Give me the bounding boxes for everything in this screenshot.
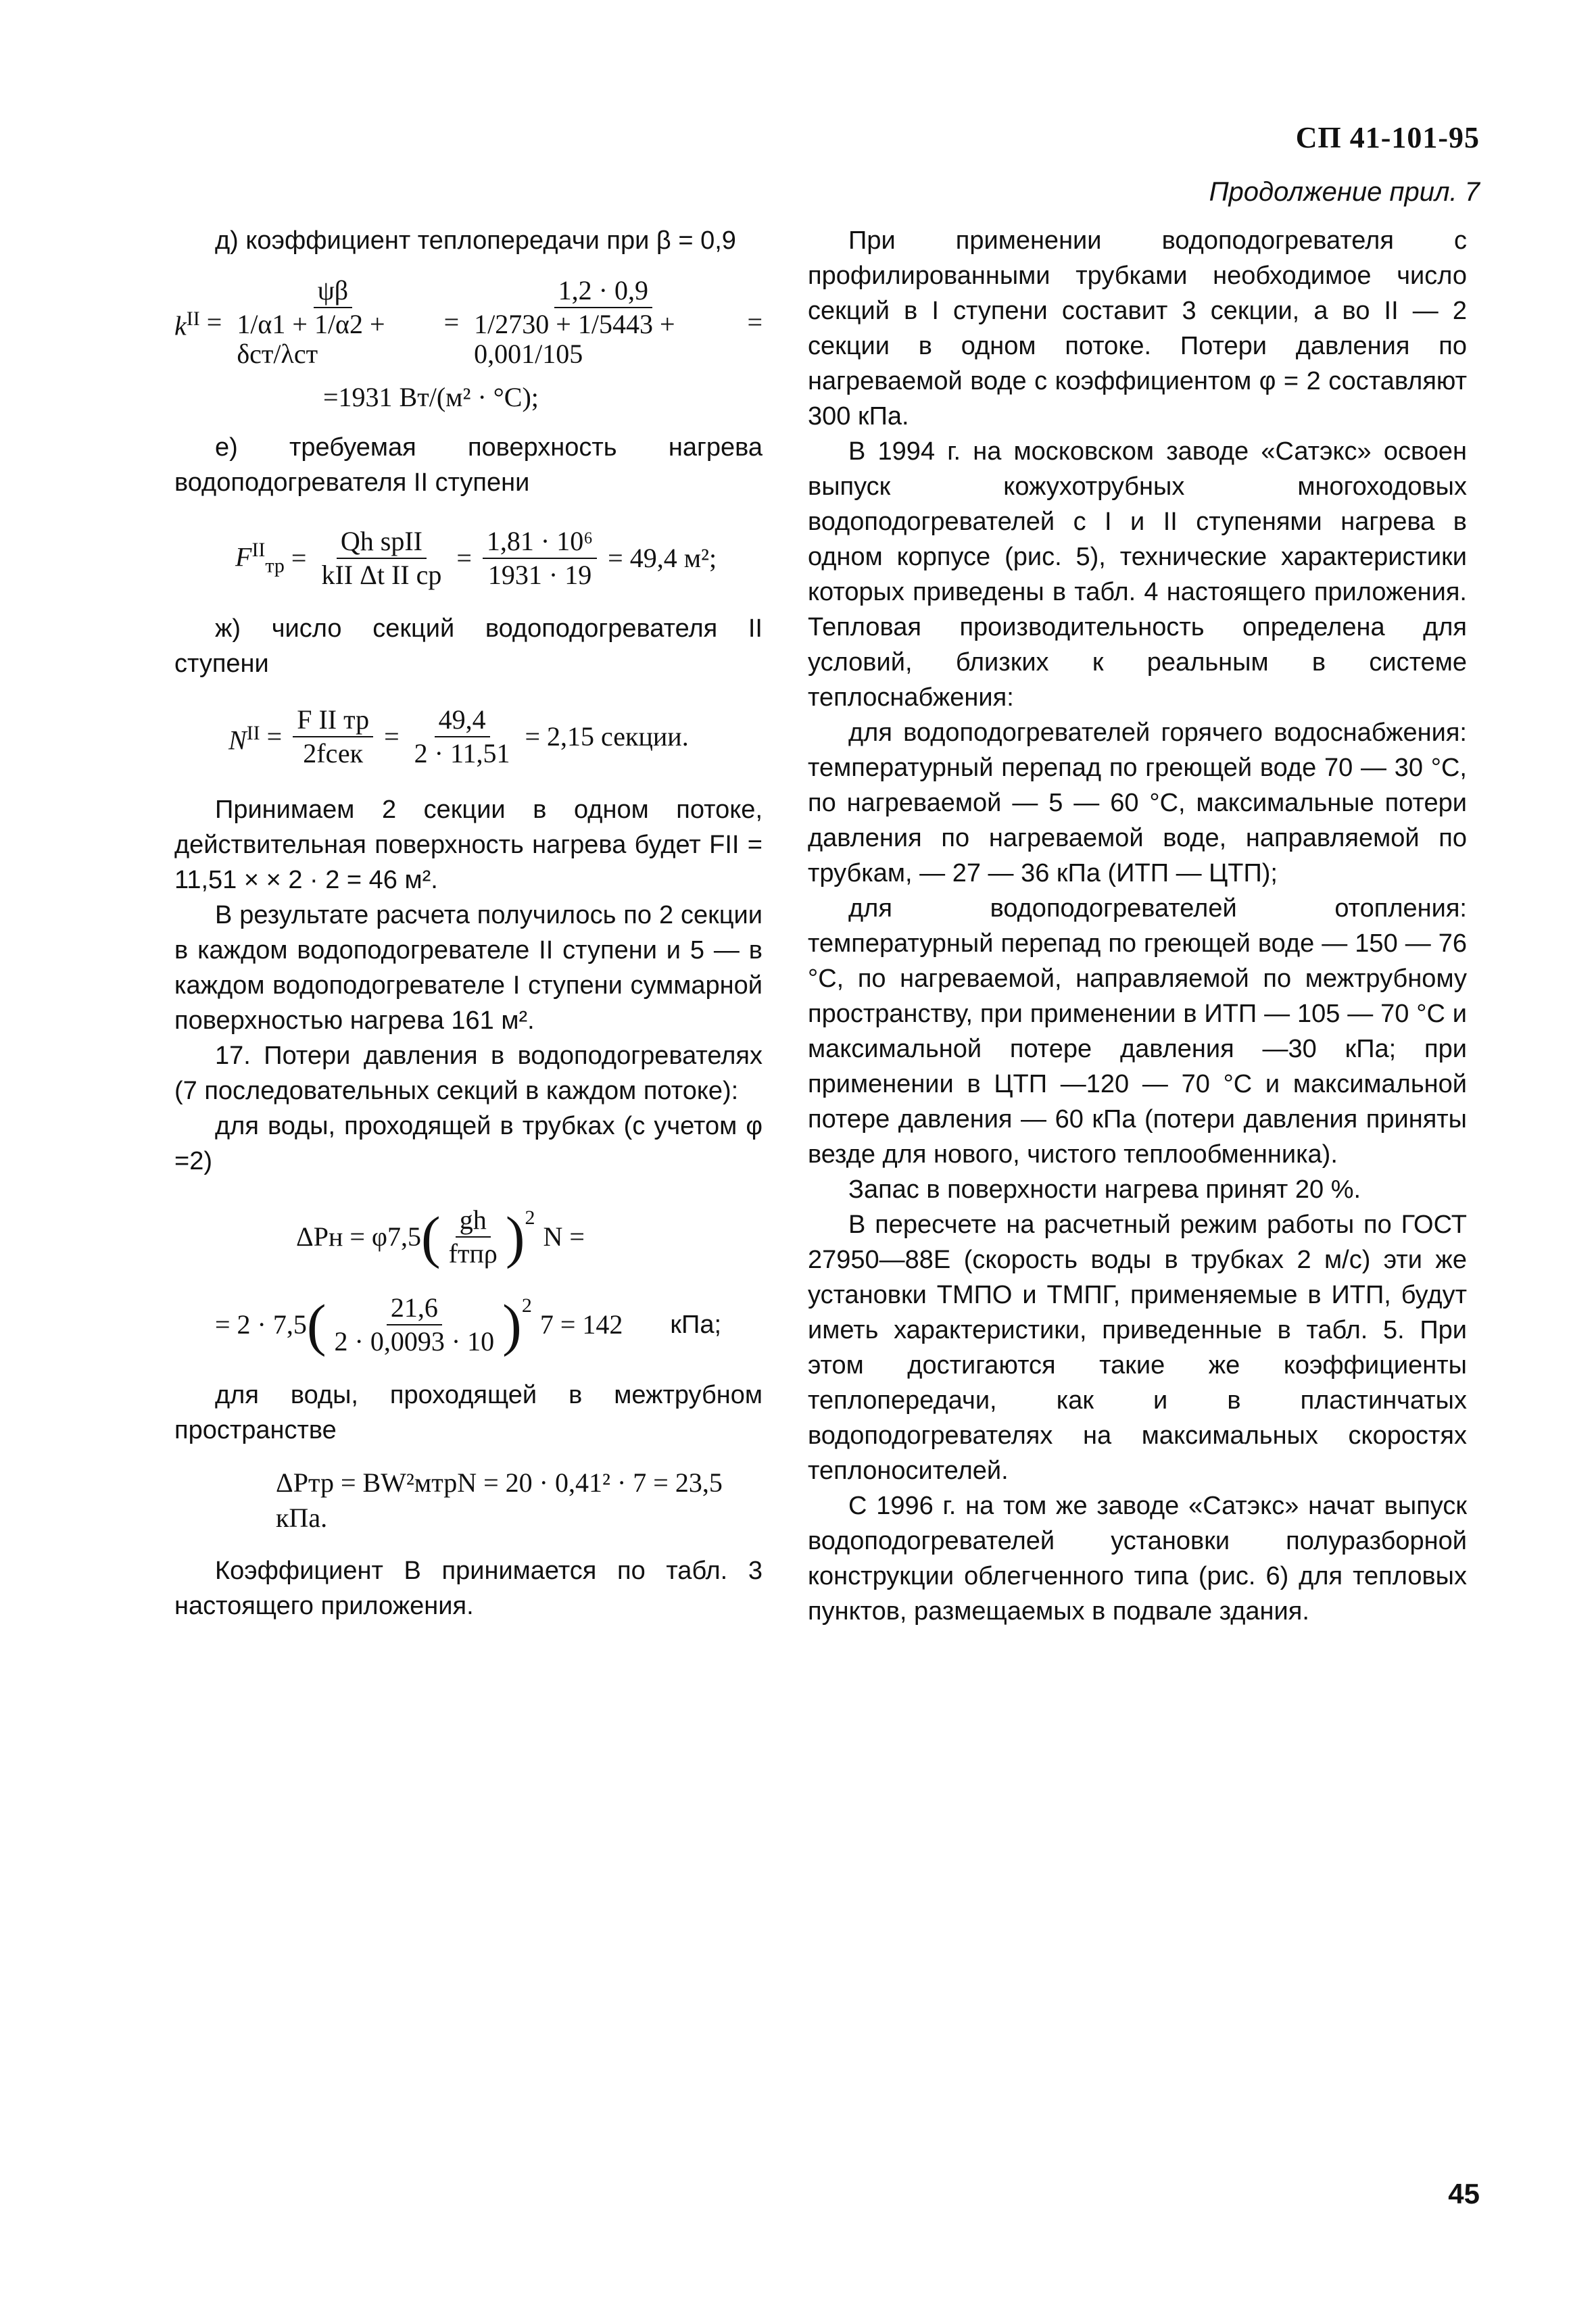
formula-f-fraction-2: [483, 527, 597, 590]
formula-dpn-2-paren-close: ): [502, 1292, 522, 1357]
formula-n-f2-num: 49,4: [435, 705, 490, 737]
formula-n-f1-den: 2fсек: [303, 738, 364, 769]
formula-k-result: =1931 Вт/(м² · °С);: [323, 382, 539, 412]
formula-k-fraction-2: [470, 276, 736, 369]
formula-f-result: = 49,4 м²;: [608, 543, 717, 573]
formula-k-fraction-1: [233, 276, 433, 369]
document-code: СП 41-101-95: [1295, 121, 1480, 154]
formula-k-eq2: =: [443, 307, 460, 337]
continuation-note: Продолжение прил. 7: [1209, 177, 1480, 207]
paragraph-right-6: В пересчете на расчетный режим работы по ГОСТ 27950—88Е (скорость воды в трубках 2 м/с) эти же установки ТМПО и ТМПГ, применяемые в ИТП, будут иметь характеристики, приведенные в табл. 5. При этом достигаются такие же коэффициенты теплопередачи, как и в пластинчатых водоподогревателях на максимальных скоростях теплоносителей.: [808, 1211, 1467, 1485]
formula-dpn-2-tail: 7 = 142: [539, 1309, 623, 1340]
paragraph-water-tubes: для воды, проходящей в трубках (с учетом φ =2): [174, 1112, 763, 1175]
formula-dpn-2-num: 21,6: [387, 1293, 442, 1325]
formula-n-f2-den: 2 · 11,51: [414, 738, 510, 769]
formula-k-eq3: =: [747, 307, 763, 337]
paragraph-right-1: При применении водоподогревателя с профилированными трубками необходимое число секций в I ступени составит 3 секции, а во II — 2 секции в одном потоке. Потери давления по нагреваемой воде с коэффициентом φ = 2 составляют 300 кПа.: [808, 226, 1467, 431]
paragraph-water-intertube: для воды, проходящей в межтрубном пространстве: [174, 1381, 763, 1444]
formula-k: [174, 275, 763, 369]
formula-n-eq2: =: [384, 721, 400, 752]
formula-k-f1-num: ψβ: [314, 276, 352, 308]
formula-dptr: ΔPтр = BW²мтрN = 20 · 0,41² · 7 = 23,5 кПа.: [276, 1467, 723, 1533]
paragraph-right-3: для водоподогревателей горячего водоснабжения: температурный перепад по греющей воде 70 — 30 °С, по нагреваемой — 5 — 60 °С, максимальные потери давления по нагреваемой воде, направляемой по трубкам, — 27 — 36 кПа (ИТП — ЦТП);: [808, 718, 1467, 887]
formula-n-eq: =: [266, 721, 283, 752]
paragraph-right-4: для водоподогревателей отопления: температурный перепад по греющей воде — 150 — 76 °С, по нагреваемой, направляемой по межтрубному пространству, при применении в ИТП — 105 — 70 °С и максимальной потере давления —30 кПа; при применении в ЦТП —120 — 70 °С и максимальной потере давления — 60 кПа (потери давления приняты везде для нового, чистого теплообменника).: [808, 894, 1467, 1169]
paragraph-coef-b: Коэффициент B принимается по табл. 3 настоящего приложения.: [174, 1557, 763, 1620]
formula-dpn-1-lhs: ΔPн = φ7,5: [296, 1221, 422, 1252]
formula-f-eq: =: [291, 543, 307, 573]
formula-f: [235, 518, 763, 599]
formula-dpn-1-tail: N =: [543, 1221, 585, 1252]
paragraph-right-7: С 1996 г. на том же заводе «Сатэкс» начат выпуск водоподогревателей установки полуразборной конструкции облегченного типа (рис. 6) для тепловых пунктов, размещаемых в подвале здания.: [808, 1492, 1467, 1626]
formula-k-f2-den: 1/2730 + 1/5443 + 0,001/105: [474, 309, 675, 369]
page-number: 45: [1448, 2178, 1480, 2210]
formula-n: [228, 696, 763, 777]
paragraph-right-2: В 1994 г. на московском заводе «Сатэкс» освоен выпуск кожухотрубных многоходовых водоподогревателей с I и II ступенями нагрева в одном корпусе (рис. 5), технические характеристики которых приведены в табл. 4 настоящего приложения. Тепловая производительность определена для условий, близких к реальным в системе теплоснабжения:: [808, 437, 1467, 712]
item-d-label: д) коэффициент теплопередачи при β = 0,9: [215, 226, 736, 255]
formula-f-fraction-1: [317, 527, 445, 590]
formula-dpn-2-den: 2 · 0,0093 · 10: [334, 1326, 495, 1357]
formula-k-f1-den: 1/α1 + 1/α2 + δст/λст: [237, 309, 385, 369]
formula-n-fraction-2: [410, 705, 514, 769]
formula-dpn-2-unit: кПа;: [670, 1311, 722, 1339]
formula-dpn-1-fraction: [445, 1205, 502, 1269]
formula-k-lhs: $k^{II}$: [174, 307, 200, 341]
formula-dpn-1-num: gh: [456, 1205, 491, 1238]
formula-n-result: = 2,15 секции.: [525, 721, 689, 752]
paragraph-right-5: Запас в поверхности нагрева принят 20 %.: [848, 1175, 1361, 1204]
item-zh-label: ж) число секций водоподогревателя II ступени: [174, 614, 763, 678]
formula-dpn-1-den: fтпρ: [448, 1238, 498, 1269]
formula-dpn-1-paren-open: (: [421, 1204, 441, 1269]
formula-f-lhs: $F^{II}_{тр}$: [235, 539, 285, 577]
formula-f-eq2: =: [456, 543, 472, 573]
formula-f-f1-num: Qh spII: [337, 527, 427, 559]
formula-k-f2-num: 1,2 · 0,9: [554, 276, 652, 308]
left-column: [174, 215, 763, 1624]
formula-dpn-1: [296, 1196, 763, 1277]
item-e-label: е) требуемая поверхность нагрева водоподогревателя II ступени: [174, 433, 763, 497]
formula-n-fraction-1: [293, 705, 373, 769]
paragraph-accept: Принимаем 2 секции в одном потоке, действительная поверхность нагрева будет FII = 11,51 × × 2 · 2 = 46 м².: [174, 796, 763, 894]
formula-dpn-2-paren-open: (: [306, 1292, 327, 1357]
right-column: [808, 215, 1467, 1629]
formula-f-f1-den: kII Δt II ср: [321, 560, 442, 590]
formula-k-eq: =: [206, 307, 222, 337]
formula-f-f2-num: 1,81 · 10⁶: [483, 527, 597, 559]
formula-dpn-1-exp: 2: [525, 1207, 535, 1229]
formula-dpn-1-paren-close: ): [505, 1204, 525, 1269]
formula-dpn-2-lhs: = 2 · 7,5: [215, 1309, 307, 1340]
paragraph-result: В результате расчета получилось по 2 секции в каждом водоподогревателе II ступени и 5 — в каждом водоподогревателе I ступени суммарной поверхностью нагрева 161 м².: [174, 901, 763, 1035]
formula-dpn-2: [215, 1284, 763, 1365]
formula-n-lhs: $N^{II}$: [228, 721, 260, 756]
formula-dpn-2-exp: 2: [521, 1294, 532, 1317]
formula-f-f2-den: 1931 · 19: [487, 560, 592, 590]
paragraph-17: 17. Потери давления в водоподогревателях (7 последовательных секций в каждом потоке):: [174, 1042, 763, 1105]
formula-dpn-2-fraction: [331, 1293, 499, 1357]
formula-n-f1-num: F II тр: [293, 705, 373, 737]
